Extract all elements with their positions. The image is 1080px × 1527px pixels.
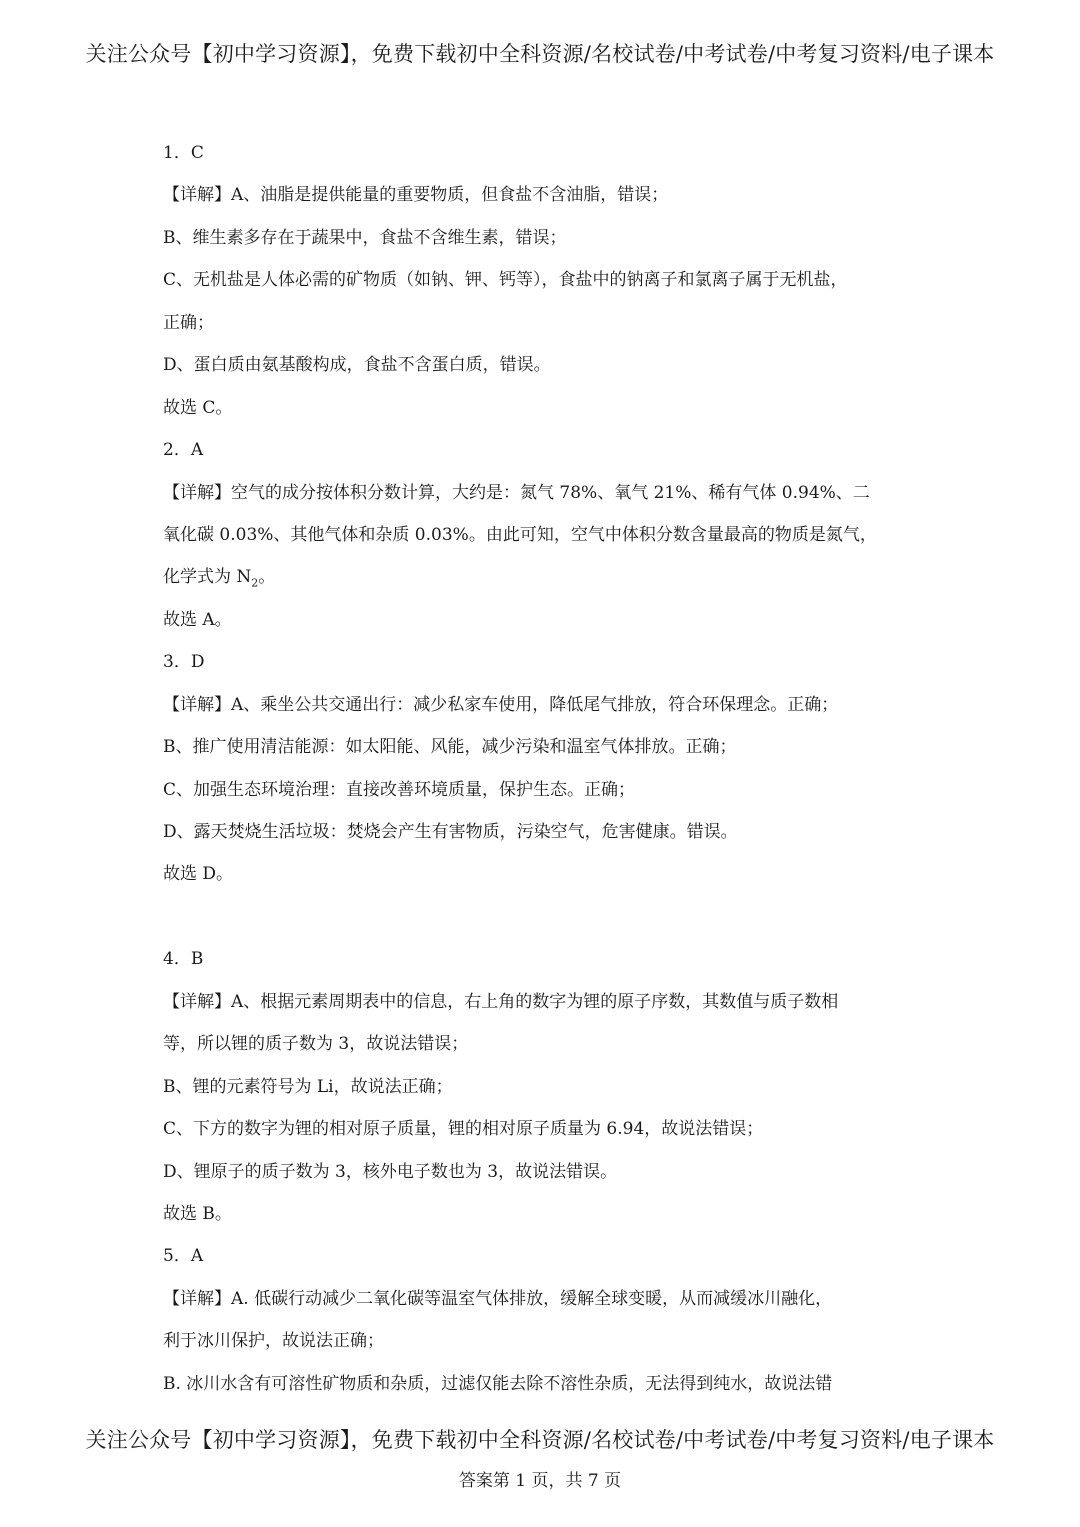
explanation-line: D、露天焚烧生活垃圾：焚烧会产生有害物质，污染空气，危害健康。错误。: [163, 822, 738, 842]
answer-q4: [163, 938, 923, 1235]
question-number: 2．A: [163, 440, 204, 461]
explanation-line: 等，所以锂的质子数为 3，故说法错误；: [163, 1034, 469, 1055]
explanation-line: D、蛋白质由氨基酸构成，食盐不含蛋白质，错误。: [163, 355, 551, 376]
answer-content: [163, 132, 923, 1405]
explanation-line: B、推广使用清洁能源：如太阳能、风能，减少污染和温室气体排放。正确；: [163, 737, 737, 758]
explanation-line: B、维生素多存在于蔬果中，食盐不含维生素，错误；: [163, 227, 567, 248]
explanation-line: 利于冰川保护，故说法正确；: [163, 1331, 384, 1352]
explanation-line: C、无机盐是人体必需的矿物质（如钠、钾、钙等），食盐中的钠离子和氯离子属于无机盐，: [163, 270, 848, 291]
answer-conclusion: 故选 C。: [163, 397, 233, 418]
question-number: 4．B: [163, 949, 204, 970]
explanation-line: 氧化碳 0.03%、其他气体和杂质 0.03%。由此可知，空气中体积分数含量最高的物质是氮气，: [163, 524, 877, 545]
explanation-line: 【详解】空气的成分按体积分数计算，大约是：氮气 78%、氧气 21%、稀有气体 0.94%、二: [163, 482, 870, 503]
explanation-line: D、锂原子的质子数为 3，核外电子数也为 3，故说法错误。: [163, 1161, 618, 1182]
explanation-line: 【详解】A、根据元素周期表中的信息，右上角的数字为锂的原子序数，其数值与质子数相: [163, 991, 839, 1012]
explanation-line: 正确；: [163, 312, 214, 333]
explanation-line: 【详解】A、油脂是提供能量的重要物质，但食盐不含油脂，错误；: [163, 185, 669, 206]
answer-q2: [163, 429, 923, 641]
answer-q5: [163, 1235, 923, 1405]
section-spacer: [163, 896, 923, 938]
explanation-line: B、锂的元素符号为 Li，故说法正确；: [163, 1076, 453, 1097]
question-number: 1．C: [163, 143, 204, 163]
answer-q1: [163, 132, 923, 429]
answer-conclusion: 故选 A。: [163, 609, 232, 630]
footer-banner: 关注公众号【初中学习资源】，免费下载初中全科资源/名校试卷/中考试卷/中考复习资料/电子课本: [85, 1428, 995, 1452]
explanation-line: [163, 556, 923, 598]
answer-conclusion: 故选 D。: [163, 864, 234, 885]
question-number: 3．D: [163, 652, 205, 673]
explanation-line: 【详解】A. 低碳行动减少二氧化碳等温室气体排放，缓解全球变暖，从而减缓冰川融化，: [163, 1288, 833, 1309]
answer-conclusion: 故选 B。: [163, 1203, 232, 1224]
answer-q3: [163, 641, 923, 896]
explanation-line: B. 冰川水含有可溶性矿物质和杂质，过滤仅能去除不溶性杂质，无法得到纯水，故说法错: [163, 1373, 833, 1394]
explanation-line: C、下方的数字为锂的相对原子质量，锂的相对原子质量为 6.94，故说法错误；: [163, 1119, 764, 1140]
formula-subscript: 2: [251, 576, 259, 590]
header-banner: 关注公众号【初中学习资源】，免费下载初中全科资源/名校试卷/中考试卷/中考复习资料/电子课本: [85, 42, 995, 66]
page-number: 答案第 1 页，共 7 页: [458, 1471, 622, 1491]
formula-suffix: 。: [258, 567, 276, 588]
question-number: 5．A: [163, 1246, 204, 1267]
explanation-line: 【详解】A、乘坐公共交通出行：减少私家车使用，降低尾气排放，符合环保理念。正确；: [163, 694, 839, 715]
explanation-line: C、加强生态环境治理：直接改善环境质量，保护生态。正确；: [163, 779, 636, 800]
formula-prefix: 化学式为 N: [163, 567, 252, 588]
